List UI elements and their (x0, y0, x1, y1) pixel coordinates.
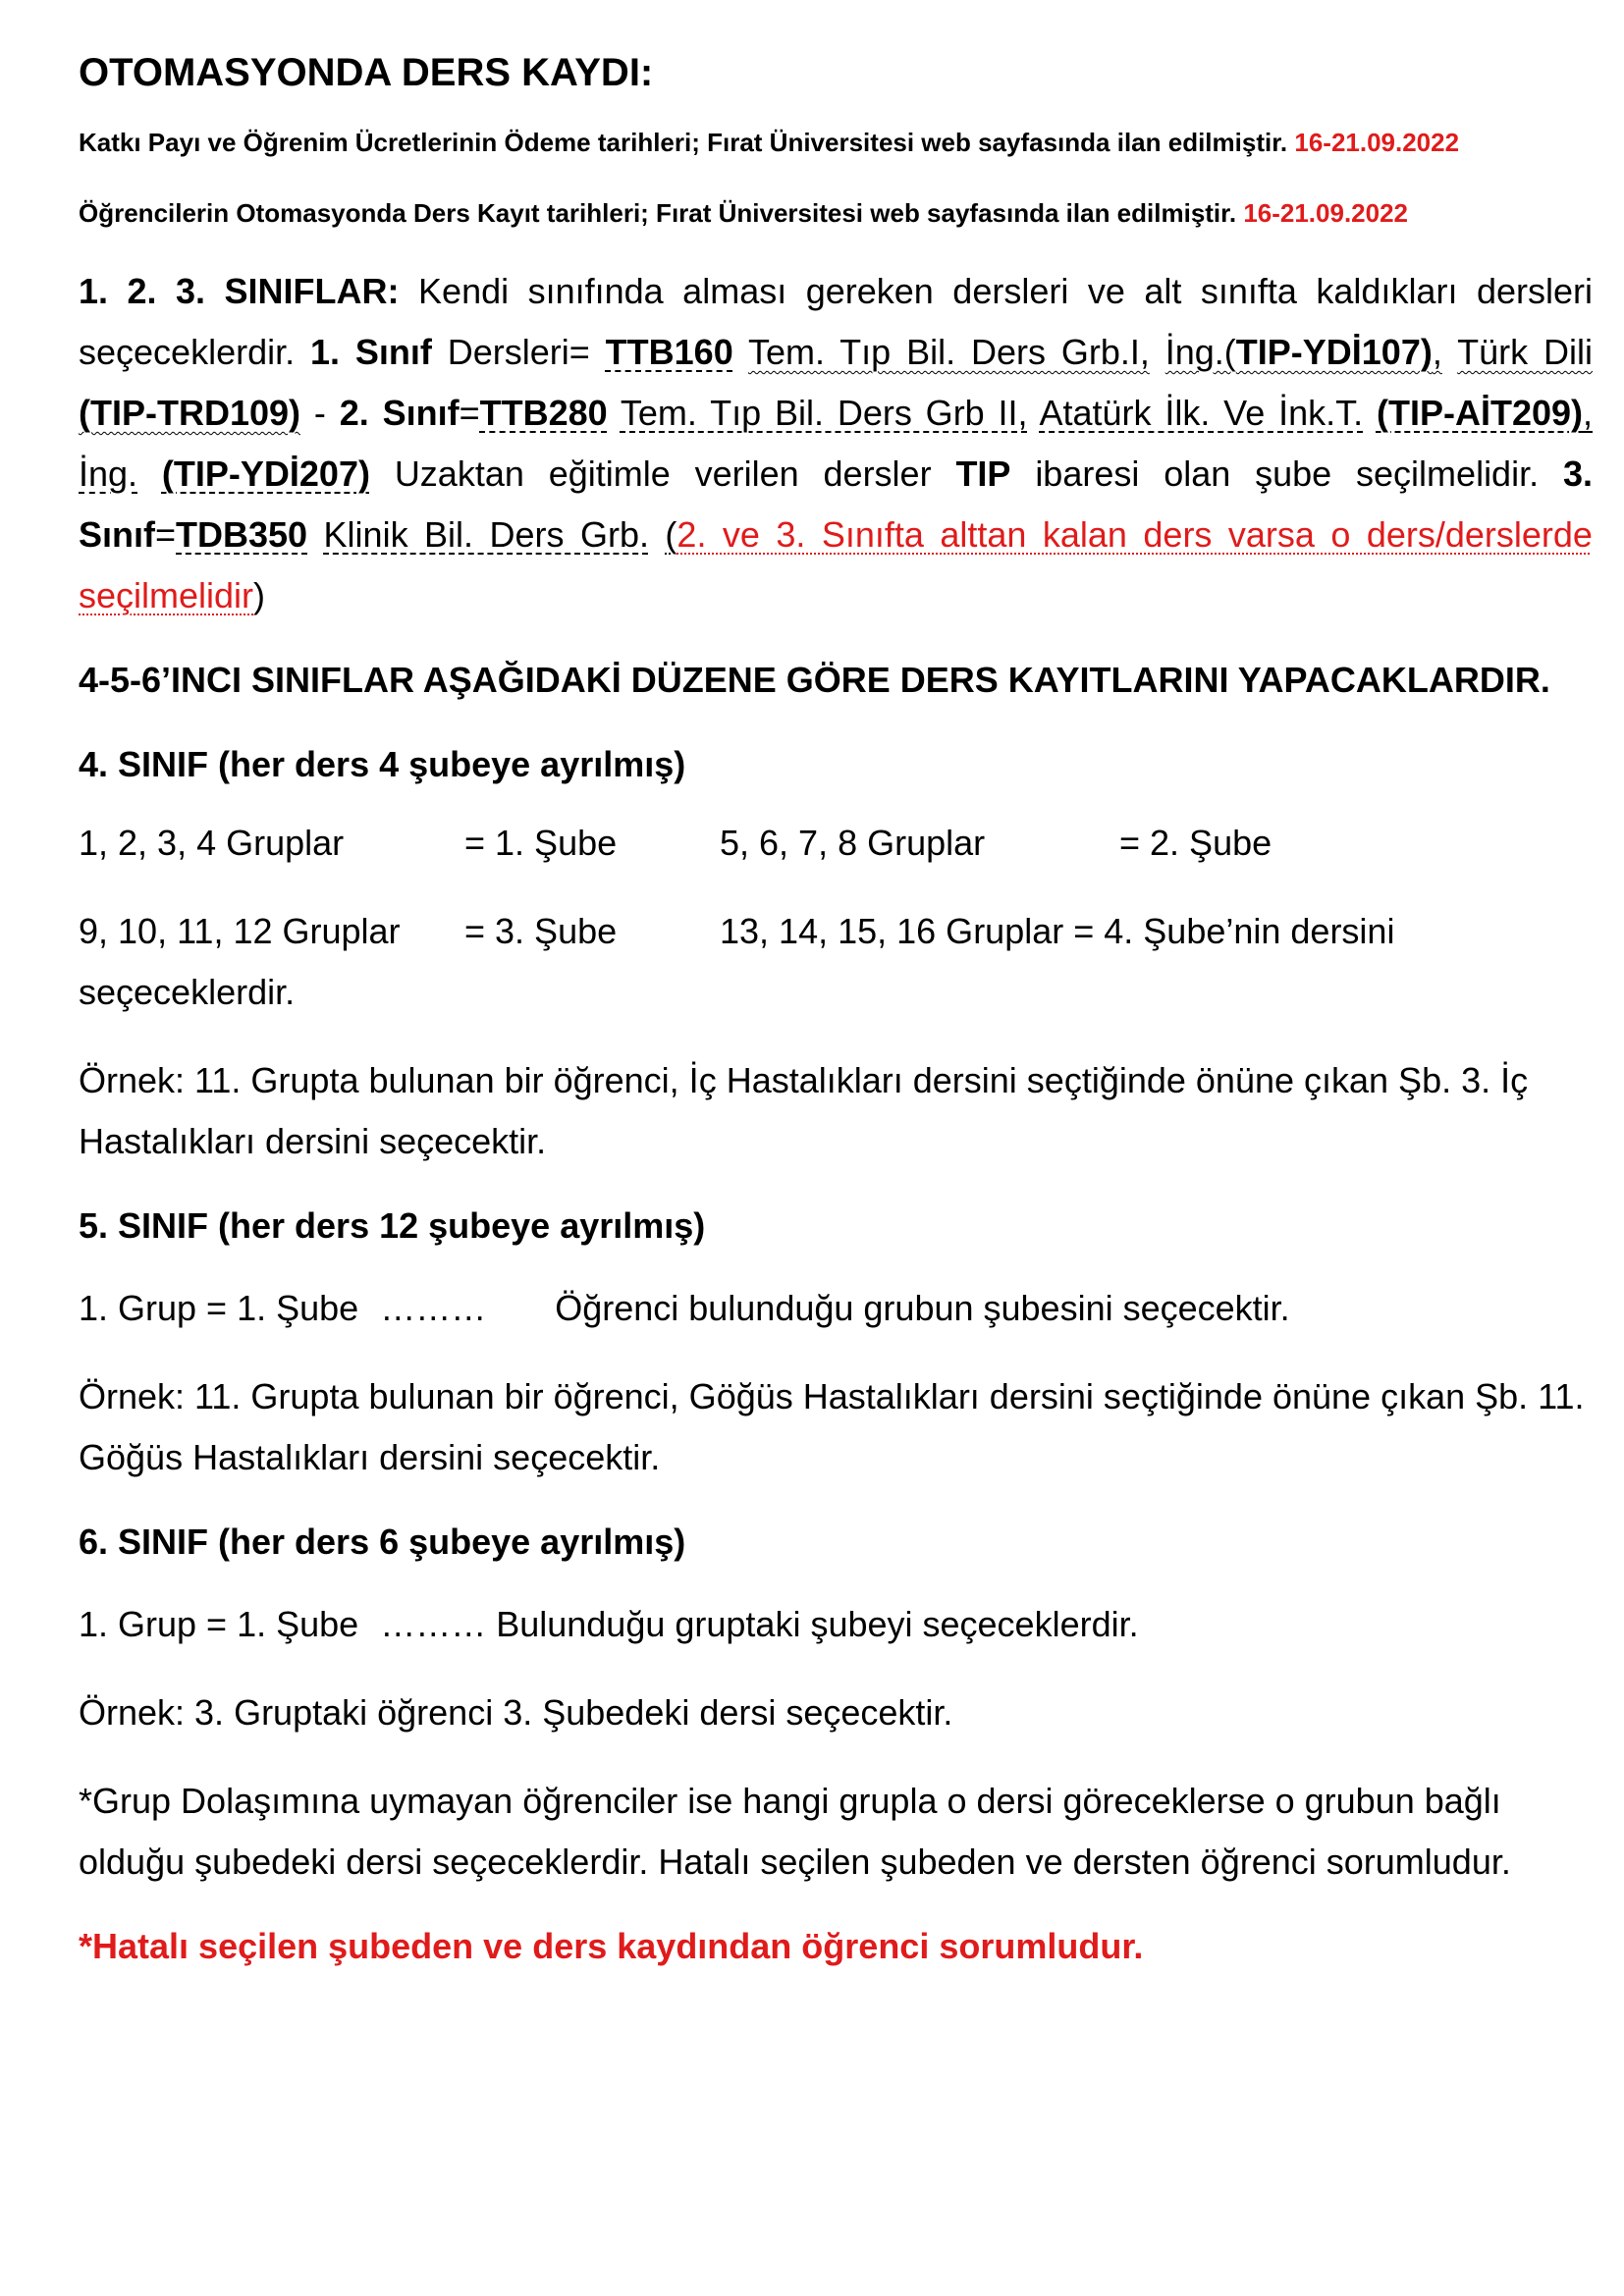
class5-dots: ……… (380, 1288, 487, 1328)
course-name-ing2: İng. (79, 454, 138, 494)
class4-r1c2: = 1. Şube (464, 823, 618, 863)
class1-label: 1. Sınıf (309, 332, 432, 372)
class3-label: 3. Sınıf (79, 454, 1593, 555)
course-code-tdb350: TDB350 (176, 514, 308, 555)
fee-dates-date: 16-21.09.2022 (1294, 128, 1460, 157)
document-content (79, 43, 1593, 2006)
class6-dots: ……… (380, 1604, 487, 1644)
class4-r1c1: 1, 2, 3, 4 Gruplar (79, 823, 345, 863)
class5-rule (79, 1278, 1593, 1339)
registration-dates-date: 16-21.09.2022 (1243, 198, 1409, 228)
red-note: 2. ve 3. Sınıfta alttan kalan ders varsa o ders/derslerde seçilmelidir (79, 514, 1593, 615)
class5-heading: 5. SINIF (her ders 12 şubeye ayrılmış) (79, 1205, 706, 1246)
final-warning (79, 1922, 1593, 1971)
distance-text: Uzaktan eğitimle verilen dersler (394, 454, 932, 494)
course-code-tip-ait209: (TIP-AİT209) (1376, 393, 1583, 433)
class1-dersleri: Dersleri= (447, 332, 590, 372)
comma: , (1432, 332, 1442, 372)
fee-dates-line (79, 124, 1593, 161)
class4-row2 (79, 901, 1593, 962)
course-name-ing1: İng.( (1164, 332, 1236, 372)
course-code-ttb280: TTB280 (479, 393, 608, 433)
class6-example: Örnek: 3. Gruptaki öğrenci 3. Şubedeki dersi seçecektir. (79, 1692, 953, 1733)
class4-row2-tail: seçeceklerdir. (79, 972, 296, 1012)
course-name-ataturk: Atatürk İlk. Ve İnk.T. (1039, 393, 1364, 433)
group-rotation-note: *Grup Dolaşımına uymayan öğrenciler ise hangi grupla o dersi göreceklerse o grubun bağlı olduğu şubedeki dersi seçeceklerdir. Hatalı seçilen şubeden ve dersten öğrenci sorumludur. (79, 1781, 1511, 1882)
class2-label: 2. Sınıf (339, 393, 460, 433)
course-code-tip-ydi207: (TIP-YDİ207) (161, 454, 370, 494)
fee-dates-text: Katkı Payı ve Öğrenim Ücretlerinin Ödeme tarihleri; Fırat Üniversitesi web sayfasında ilan edilmiştir. (79, 128, 1288, 157)
class5-example: Örnek: 11. Grupta bulunan bir öğrenci, Göğüs Hastalıkları dersini seçtiğinde önüne çıkan Şb. 11. Göğüs Hastalıkları dersini seçecektir. (79, 1376, 1585, 1477)
class6-rule-text: 1. Grup = 1. Şube (79, 1604, 359, 1644)
course-name-ttb280: Tem. Tıp Bil. Ders Grb II, (620, 393, 1028, 433)
distance-tail: ibaresi olan şube seçilmelidir. (1035, 454, 1540, 494)
class4-row1 (79, 813, 1593, 874)
class4-r2c3: 13, 14, 15, 16 Gruplar = 4. Şube’nin dersini (720, 911, 1395, 951)
tip-keyword: TIP (955, 454, 1011, 494)
final-warning-text: Hatalı seçilen şubeden ve ders kaydından öğrenci sorumludur. (92, 1926, 1144, 1966)
page-title: OTOMASYONDA DERS KAYDI: (79, 51, 654, 94)
classes-123-paragraph (79, 261, 1593, 626)
course-code-ttb160: TTB160 (605, 332, 733, 372)
course-name-tdb350: Klinik Bil. Ders Grb. (323, 514, 649, 555)
paren-close: ) (253, 575, 266, 615)
class4-r2c1: 9, 10, 11, 12 Gruplar (79, 911, 401, 951)
course-code-tip-trd109: (TIP-TRD109) (79, 393, 301, 433)
course-code-tip-ydi107: TIP-YDİ107) (1235, 332, 1433, 372)
registration-dates-line (79, 194, 1593, 232)
registration-dates-text: Öğrencilerin Otomasyonda Ders Kayıt tarihleri; Fırat Üniversitesi web sayfasında ilan edilmiştir. (79, 198, 1237, 228)
course-name-turk-dili: Türk Dili (1457, 332, 1593, 372)
equals: = (459, 393, 480, 433)
class4-heading: 4. SINIF (her ders 4 şubeye ayrılmış) (79, 744, 686, 784)
course-name-ttb160: Tem. Tıp Bil. Ders Grb.I, (747, 332, 1150, 372)
class4-example: Örnek: 11. Grupta bulunan bir öğrenci, İç Hastalıkları dersini seçtiğinde önüne çıkan Şb. 3. İç Hastalıkları dersini seçecektir. (79, 1060, 1529, 1161)
class5-rule-text: 1. Grup = 1. Şube (79, 1288, 359, 1328)
class4-r1c4: = 2. Şube (1119, 823, 1272, 863)
class6-rule-tail: Bulunduğu gruptaki şubeyi seçeceklerdir. (496, 1604, 1139, 1644)
class5-rule-tail: Öğrenci bulunduğu grubun şubesini seçecektir. (555, 1288, 1290, 1328)
class4-r1c3: 5, 6, 7, 8 Gruplar (720, 823, 986, 863)
class6-rule (79, 1594, 1593, 1655)
class4-r2c2: = 3. Şube (464, 911, 618, 951)
classes-456-heading: 4-5-6’INCI SINIFLAR AŞAĞIDAKİ DÜZENE GÖRE DERS KAYITLARINI YAPACAKLARDIR. (79, 660, 1550, 700)
classes-123-intro: Kendi sınıfında alması gereken dersleri ve alt sınıfta kaldıkları dersleri seçeceklerdir. (79, 271, 1593, 372)
paren-open: ( (665, 514, 677, 555)
equals: = (155, 514, 177, 555)
comma: , (1583, 393, 1594, 433)
final-warning-star: * (79, 1926, 93, 1966)
dash: - (313, 393, 326, 433)
classes-123-label: 1. 2. 3. SINIFLAR: (79, 271, 400, 311)
class6-heading: 6. SINIF (her ders 6 şubeye ayrılmış) (79, 1522, 686, 1562)
